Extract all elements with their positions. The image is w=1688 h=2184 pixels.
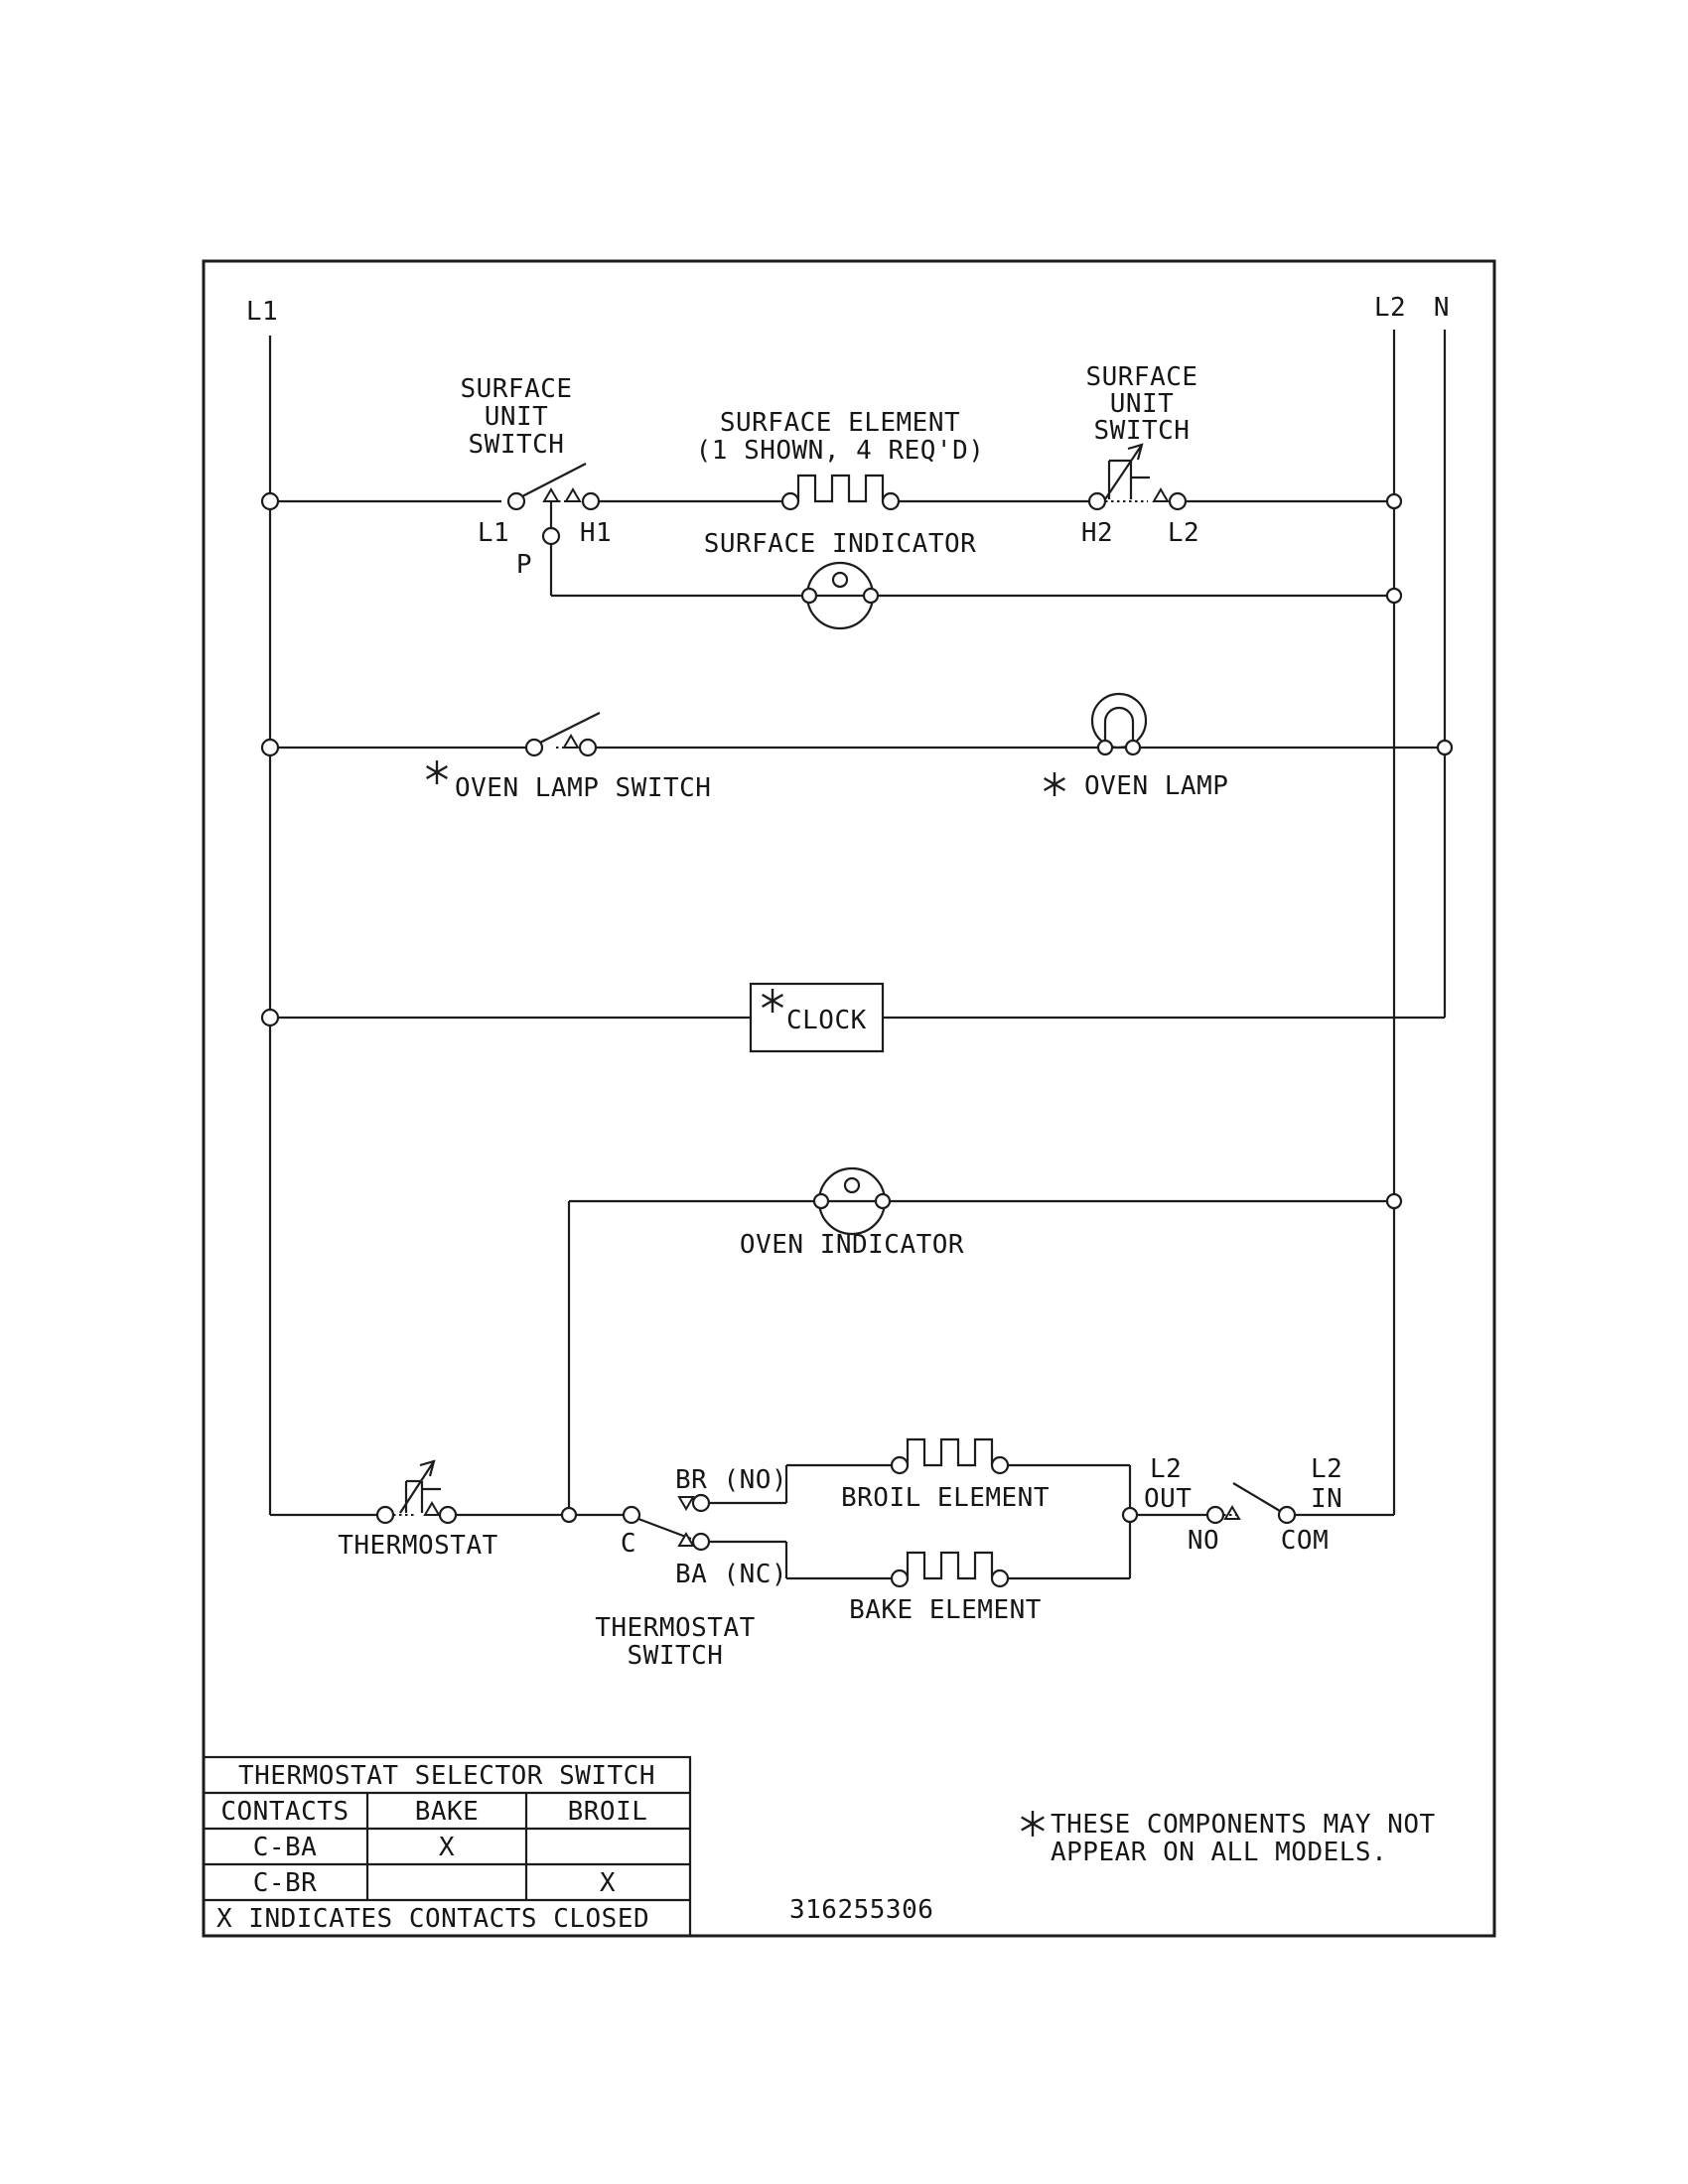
- asterisk-icon: [1045, 772, 1065, 796]
- bus-n: [1434, 293, 1450, 1018]
- bus-l2: [1374, 293, 1406, 1515]
- switch-blade: [1233, 1483, 1280, 1511]
- models-note: [1022, 1810, 1436, 1867]
- cell-contact: C-BA: [252, 1833, 318, 1862]
- bake-element-label: BAKE ELEMENT: [849, 1595, 1042, 1625]
- relay-switch: [1188, 1454, 1342, 1556]
- surface-element-sublabel: (1 SHOWN, 4 REQ'D): [695, 436, 985, 466]
- oven-indicator-label: OVEN INDICATOR: [739, 1230, 965, 1260]
- terminal-label-l2: L2: [1167, 518, 1200, 548]
- surface-element-label: SURFACE ELEMENT: [719, 408, 961, 438]
- terminal-label-h1: H1: [579, 518, 613, 548]
- l2-in-label1: L2: [1311, 1454, 1343, 1484]
- surface-unit-switch-left: [460, 374, 612, 596]
- oven-heat-circuit: [270, 1439, 1394, 1671]
- cell-broil: X: [599, 1868, 617, 1898]
- br-no-label: BR (NO): [675, 1465, 788, 1495]
- contacts-table: [204, 1757, 690, 1936]
- broil-element-label: BROIL ELEMENT: [841, 1483, 1050, 1513]
- table-row: [253, 1833, 455, 1862]
- terminal-label-l1: L1: [477, 518, 510, 548]
- bus-n-label: N: [1433, 293, 1451, 323]
- clock-circuit: [262, 984, 1445, 1051]
- thermostat-switch: [595, 1465, 787, 1671]
- table-header-bake: BAKE: [414, 1797, 480, 1827]
- surface-unit-switch-left-title2: UNIT: [484, 402, 549, 432]
- oven-lamp-label: OVEN LAMP: [1084, 771, 1229, 801]
- thermostat-symbol: [338, 1461, 498, 1561]
- cell-contact: C-BR: [252, 1868, 318, 1898]
- surface-circuit: [262, 362, 1401, 628]
- oven-lamp-circuit: [262, 694, 1452, 803]
- note-line1: THESE COMPONENTS MAY NOT: [1051, 1810, 1436, 1840]
- switch-arrow: [1105, 445, 1142, 499]
- bus-l1: [246, 297, 278, 1515]
- terminal-label-c: C: [620, 1529, 637, 1559]
- page-border: [204, 261, 1494, 1936]
- oven-indicator-circuit: [569, 1168, 1401, 1515]
- thermostat-label: THERMOSTAT: [338, 1531, 498, 1561]
- no-terminal-label: NO: [1187, 1526, 1220, 1556]
- table-header-contacts: CONTACTS: [220, 1797, 350, 1827]
- ba-nc-label: BA (NC): [675, 1560, 788, 1589]
- asterisk-icon: [763, 989, 783, 1013]
- table-row: [253, 1868, 616, 1898]
- cell-bake: X: [438, 1833, 456, 1862]
- asterisk-icon: [1022, 1811, 1045, 1837]
- oven-lamp-switch: [526, 713, 600, 755]
- thermostat-switch-label1: THERMOSTAT: [595, 1613, 756, 1643]
- bus-l1-label: L1: [245, 297, 279, 327]
- oven-lamp-icon: [1092, 694, 1146, 754]
- thermostat-switch-label2: SWITCH: [627, 1641, 724, 1671]
- surface-unit-switch-right-title2: UNIT: [1109, 389, 1175, 419]
- table-title: THERMOSTAT SELECTOR SWITCH: [238, 1761, 655, 1791]
- surface-unit-switch-left-title3: SWITCH: [468, 430, 565, 460]
- surface-indicator: [551, 529, 1401, 628]
- bus-l2-label: L2: [1373, 293, 1407, 323]
- clock-label: CLOCK: [786, 1006, 867, 1035]
- surface-element-symbol: [696, 408, 985, 509]
- l2-in-label2: IN: [1311, 1484, 1343, 1514]
- l2-out-label2: OUT: [1144, 1484, 1193, 1514]
- l2-out-label1: L2: [1150, 1454, 1183, 1484]
- switch-blade: [638, 1519, 691, 1539]
- surface-unit-switch-left-title1: SURFACE: [460, 374, 573, 404]
- table-footnote: X INDICATES CONTACTS CLOSED: [216, 1904, 650, 1934]
- surface-unit-switch-right: [1081, 362, 1199, 548]
- com-terminal-label: COM: [1280, 1526, 1330, 1556]
- terminal-label-p: P: [515, 550, 533, 580]
- asterisk-icon: [427, 760, 448, 784]
- surface-unit-switch-right-title3: SWITCH: [1093, 416, 1191, 446]
- oven-lamp-switch-label: OVEN LAMP SWITCH: [455, 773, 712, 803]
- switch-blade: [522, 464, 586, 496]
- surface-indicator-label: SURFACE INDICATOR: [703, 529, 977, 559]
- table-header-broil: BROIL: [567, 1797, 648, 1827]
- surface-unit-switch-right-title1: SURFACE: [1085, 362, 1198, 392]
- note-line2: APPEAR ON ALL MODELS.: [1051, 1838, 1388, 1867]
- part-number: 316255306: [789, 1895, 934, 1925]
- terminal-label-h2: H2: [1080, 518, 1114, 548]
